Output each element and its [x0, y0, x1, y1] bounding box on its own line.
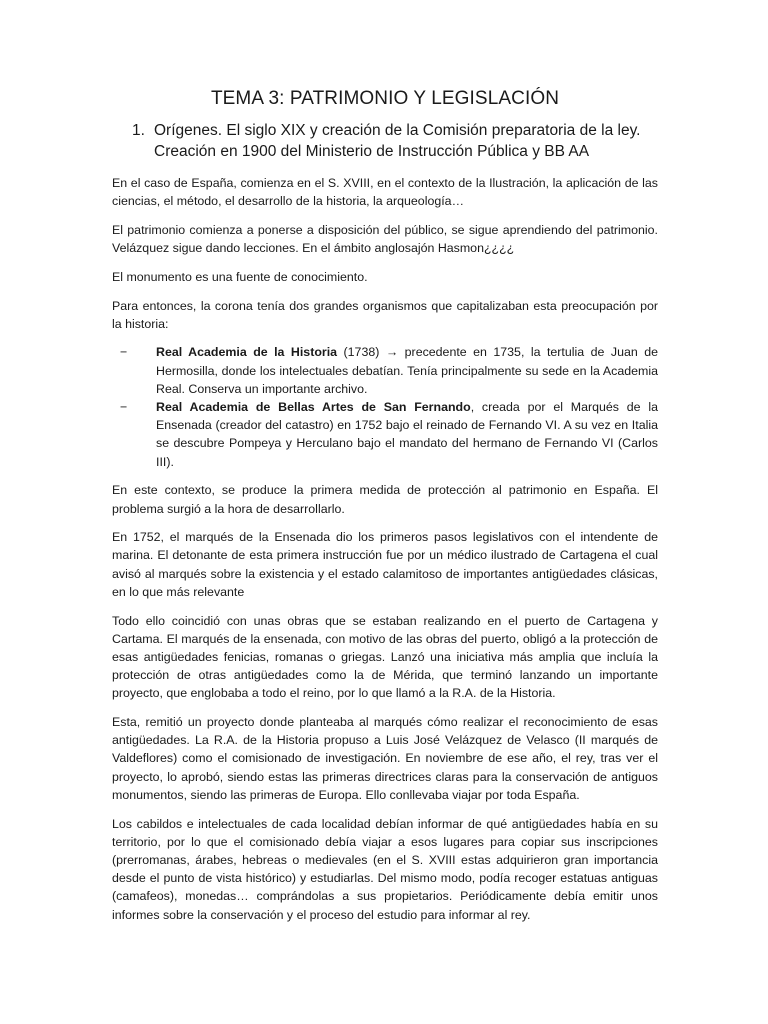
dash-bullet: − [120, 345, 128, 360]
bold-term: Real Academia de la Historia [156, 345, 338, 360]
bold-term: Real Academia de Bellas Artes de San Fernando [156, 400, 471, 415]
paragraph: Esta, remitió un proyecto donde planteaba al marqués cómo realizar el reconocimiento de esas antigüedades. La R.A. de la Historia propuso a Luis José Velázquez de Velasco (II marqués de Valdeflores) como el comisionado de investigación. En noviembre de ese año, el rey, tras ver el proyecto, lo aprobó, siendo estas las primeras directrices claras para la conservación de antiguos monumentos, siendo las primeras de Europa. Ello conllevaba viajar por toda España. [112, 715, 658, 802]
document-title: TEMA 3: PATRIMONIO Y LEGISLACIÓN [210, 88, 560, 109]
bullet-list [112, 343, 658, 470]
paragraph: En este contexto, se produce la primera medida de protección al patrimonio en España. El problema surgió a la hora de desarrollarlo. [112, 483, 658, 516]
paragraph: El monumento es una fuente de conocimiento. [112, 269, 368, 284]
list-item [112, 343, 658, 398]
paragraph: En 1752, el marqués de la Ensenada dio los primeros pasos legislativos con el intendente de marina. El detonante de esta primera instrucción fue por un médico ilustrado de Cartagena el cual avisó al marqués sobre la existencia y el estado calamitoso de importantes antigüedades clásicas, en lo que más relevante [112, 530, 658, 599]
list-item-content [156, 343, 658, 398]
paragraph: En el caso de España, comienza en el S. XVIII, en el contexto de la Ilustración, la aplicación de las ciencias, el método, el desarrollo de la historia, la arqueología… [112, 176, 658, 209]
section-number: 1. [132, 122, 145, 139]
document-page [112, 88, 658, 934]
paragraph: Los cabildos e intelectuales de cada localidad debían informar de qué antigüedades había en su territorio, por lo que el comisionado debía viajar a esos lugares para copiar sus inscripciones (prerromanas, árabes, hebreas o medievales (en el S. XVIII estas adquirieron gran importancia desde el punto de vista histórico) y estudiarlas. Del mismo modo, podía recoger estatuas antiguas (camafeos), monedas… comprándolas a sus propietarios. Periódicamente debía emitir unos informes sobre la conservación y el proceso del estudio para informar al rey. [112, 816, 658, 922]
section-heading-text: Orígenes. El siglo XIX y creación de la Comisión preparatoria de la ley. Creación en 1900 del Ministerio de Instrucción Pública y BB AA [154, 122, 641, 160]
list-item-content [156, 398, 658, 471]
paragraph: El patrimonio comienza a ponerse a disposición del público, se sigue aprendiendo del patrimonio. Velázquez sigue dando lecciones. En el ámbito anglosajón Hasmon¿¿¿¿ [112, 222, 658, 256]
list-item-text: , creada por el Marqués de la Ensenada (creador del catastro) en 1752 bajo el reinado de Fernando VI. A su vez en Italia se descubre Pompeya y Herculano bajo el mandato del hermano de Fernando VI (Carlos III). [156, 400, 659, 469]
paragraph: Para entonces, la corona tenía dos grandes organismos que capitalizaban esta preocupación por la historia: [112, 298, 658, 331]
dash-bullet: − [120, 400, 128, 415]
section-heading [132, 120, 658, 162]
list-item [112, 398, 658, 471]
paragraph: Todo ello coincidió con unas obras que se estaban realizando en el puerto de Cartagena y Cartama. El marqués de la ensenada, con motivo de las obras del puerto, obligó a la protección de esas antigüedades fenicias, romanas o griegas. Lanzó una iniciativa más amplia que incluía la protección de otras antigüedades como la de Mérida, que terminó lanzando un importante proyecto, que englobaba a todo el reino, por lo que llamó a la R.A. de la Historia. [112, 613, 658, 701]
list-item-text: (1738) → precedente en 1735, la tertulia de Juan de Hermosilla, donde los intelectuales debatían. Tenía principalmente su sede en la Academia Real. Conserva un importante archivo. [156, 345, 658, 396]
